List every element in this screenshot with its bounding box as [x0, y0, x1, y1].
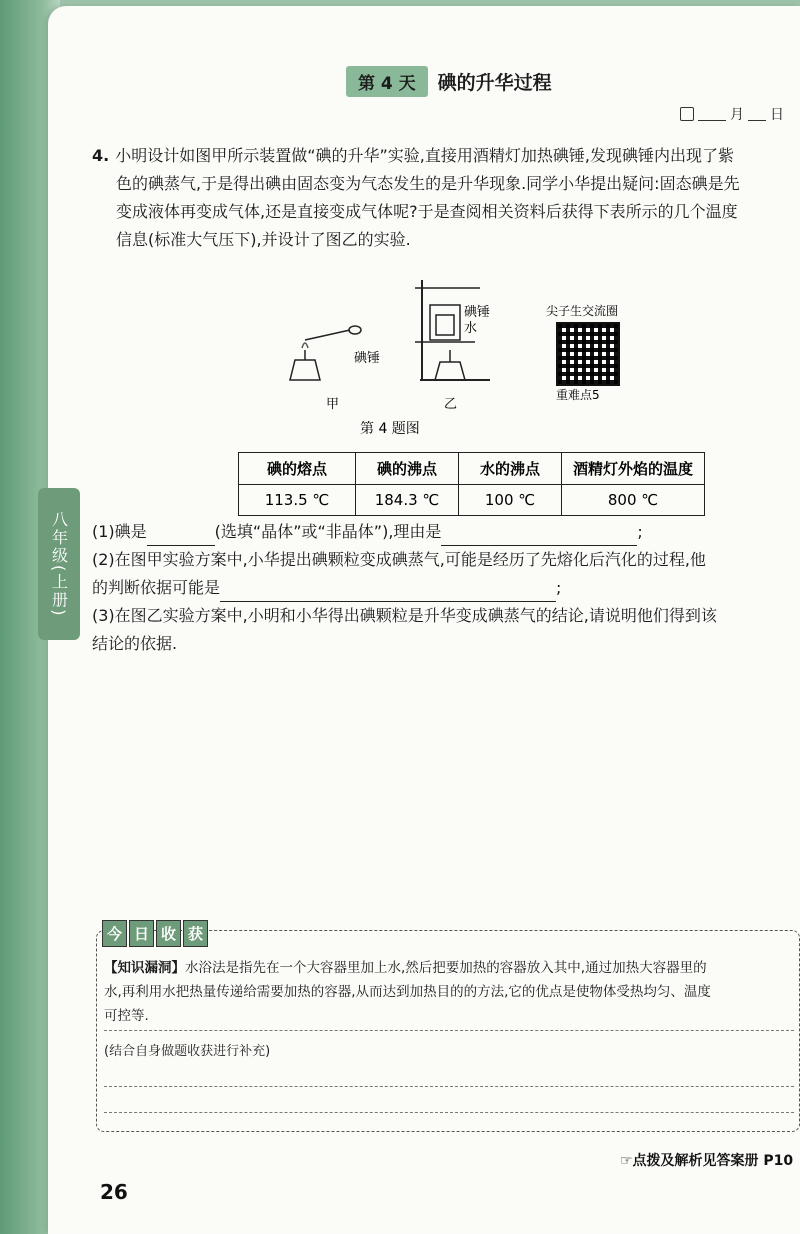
sub-questions — [92, 518, 792, 658]
table-header: 水的沸点 — [459, 453, 562, 485]
date-field — [680, 104, 784, 124]
write-line[interactable] — [104, 1112, 794, 1113]
table-header: 碘的沸点 — [356, 453, 459, 485]
table-cell: 800 ℃ — [562, 485, 705, 516]
q3-text: (3)在图乙实验方案中,小明和小华得出碘颗粒是升华变成碘蒸气的结论,请说明他们得到该 — [92, 606, 717, 625]
q3-text: 结论的依据. — [92, 634, 178, 653]
intro-line: 变成液体再变成气体,还是直接变成气体呢?于是查阅相关资料后获得下表所示的几个温度 — [116, 202, 738, 221]
table-cell: 100 ℃ — [459, 485, 562, 516]
qr-label-bottom: 重难点5 — [556, 388, 600, 402]
label-water: 水 — [464, 321, 478, 336]
intro-line: 小明设计如图甲所示装置做“碘的升华”实验,直接用酒精灯加热碘锤,发现碘锤内出现了紫 — [115, 146, 734, 165]
write-line[interactable] — [104, 1030, 794, 1031]
write-line[interactable] — [104, 1086, 794, 1087]
label-dianchui-left: 碘锤 — [354, 351, 381, 366]
label-jia: 甲 — [326, 397, 340, 412]
q1-blank-type[interactable] — [147, 527, 215, 546]
q1-blank-reason[interactable] — [441, 527, 637, 546]
harvest-title-char: 获 — [183, 920, 208, 947]
month-label: 月 — [730, 107, 744, 123]
qr-label-top: 尖子生交流圈 — [546, 304, 619, 318]
page-number: 26 — [100, 1180, 128, 1204]
day-header — [346, 66, 552, 96]
q2-text: 的判断依据可能是 — [92, 578, 221, 597]
harvest-title — [102, 920, 208, 947]
day-badge: 第 4 天 — [346, 66, 428, 97]
q2-end: ; — [556, 578, 562, 597]
q2-blank[interactable] — [220, 583, 556, 602]
harvest-title-char: 日 — [129, 920, 154, 947]
harvest-title-char: 今 — [102, 920, 127, 947]
calendar-icon — [680, 107, 694, 121]
question-number: 4. — [92, 146, 110, 165]
label-yi: 乙 — [444, 397, 458, 412]
qr-code[interactable] — [556, 322, 620, 386]
intro-line: 信息(标准大气压下),并设计了图乙的实验. — [116, 230, 411, 249]
note-tag: 【知识漏洞】 — [104, 960, 185, 976]
table-header: 酒精灯外焰的温度 — [562, 453, 705, 485]
q1-text: (选填“晶体”或“非晶体”),理由是 — [214, 522, 442, 541]
intro-line: 色的碘蒸气,于是得出碘由固态变为气态发生的是升华现象.同学小华提出疑问:固态碘是先 — [116, 174, 740, 193]
note-line: 可控等. — [104, 1008, 149, 1024]
grade-side-tab: 八年级(上册) — [38, 488, 80, 640]
temperature-table — [238, 452, 705, 516]
note-line: 水,再利用水把热量传递给需要加热的容器,从而达到加热目的的方法,它的优点是使物体受热均匀、温度 — [104, 984, 711, 1000]
table-header: 碘的熔点 — [239, 453, 356, 485]
knowledge-note — [104, 956, 794, 1028]
day-label: 日 — [770, 107, 784, 123]
q2-text: (2)在图甲实验方案中,小华提出碘颗粒变成碘蒸气,可能是经历了先熔化后汽化的过程,他 — [92, 550, 706, 569]
apparatus-yi — [415, 280, 490, 380]
day-title: 碘的升华过程 — [437, 71, 552, 94]
table-cell: 113.5 ℃ — [239, 485, 356, 516]
table-cell: 184.3 ℃ — [356, 485, 459, 516]
answer-reference: ☞点拨及解析见答案册 P10 — [620, 1153, 794, 1169]
month-blank[interactable] — [698, 108, 726, 121]
figure-caption: 第 4 题图 — [360, 421, 420, 437]
harvest-title-char: 收 — [156, 920, 181, 947]
note-line: 水浴法是指先在一个大容器里加上水,然后把要加热的容器放入其中,通过加热大容器里的 — [185, 960, 707, 976]
q1-end: ; — [637, 522, 643, 541]
apparatus-jia — [290, 326, 361, 380]
label-dianchui-right: 碘锤 — [464, 305, 491, 320]
day-blank[interactable] — [748, 108, 766, 121]
supplement-hint: (结合自身做题收获进行补充) — [104, 1044, 271, 1059]
question-intro — [92, 142, 792, 254]
q1-text: (1)碘是 — [92, 522, 147, 541]
